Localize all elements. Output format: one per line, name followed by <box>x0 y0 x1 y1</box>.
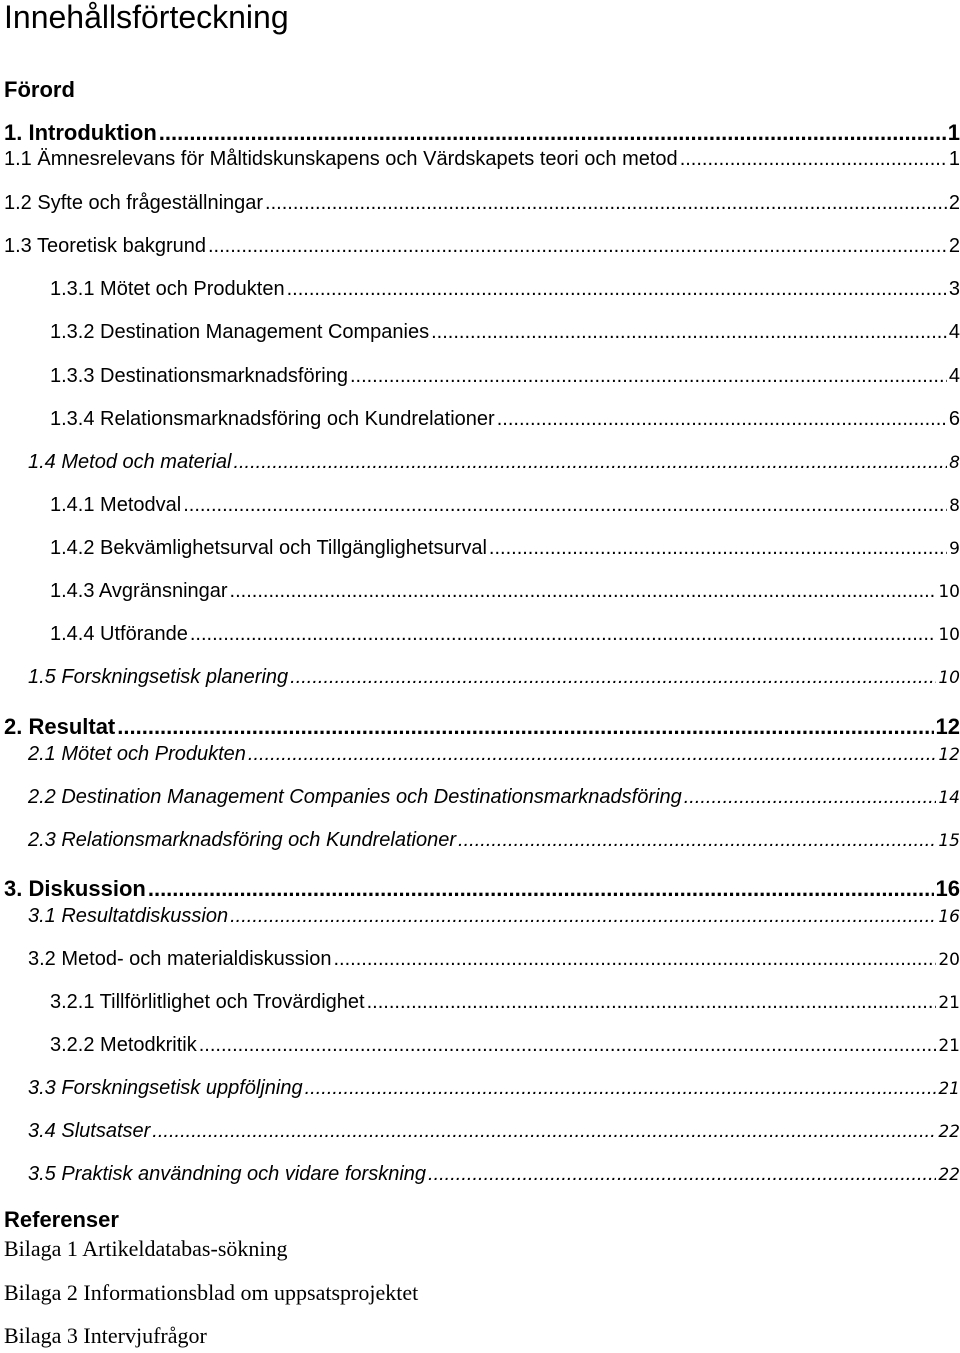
toc-entry-page: 21 <box>938 1079 960 1099</box>
toc-leader <box>208 235 947 258</box>
toc-entry-title: 3.5 Praktisk användning och vidare forskning <box>28 1163 427 1185</box>
toc-entry-page: 21 <box>938 1036 960 1056</box>
toc-entry[interactable] <box>50 623 960 646</box>
appendix-item: Bilaga 1 Artikeldatabas-sökning <box>4 1236 288 1261</box>
toc-entry[interactable] <box>4 192 960 215</box>
toc-entry[interactable] <box>28 451 960 474</box>
toc-leader <box>183 494 947 517</box>
toc-leader <box>458 829 936 852</box>
toc-entry[interactable] <box>28 905 960 928</box>
toc-entry-page: 16 <box>935 876 960 901</box>
toc-entry[interactable] <box>4 876 960 902</box>
toc-entry-title: 1.5 Forskningsetisk planering <box>28 666 289 688</box>
toc-entry-title: 2. Resultat <box>4 714 116 739</box>
toc-entry-title: 1.3.3 Destinationsmarknadsföring <box>50 365 348 387</box>
toc-entry-title: 1.3.2 Destination Management Companies <box>50 321 430 343</box>
toc-leader <box>159 120 946 146</box>
toc-leader <box>265 192 947 215</box>
toc-entry-page: 3 <box>948 278 960 300</box>
toc-entry-title: 3.2.2 Metodkritik <box>50 1034 197 1056</box>
toc-entry[interactable] <box>4 148 960 171</box>
toc-entry-title: 1.4.3 Avgränsningar <box>50 580 228 602</box>
toc-entry[interactable] <box>50 321 960 344</box>
toc-entry-page: 20 <box>938 950 960 970</box>
toc-entry-page: 12 <box>935 714 960 739</box>
toc-entry-title: 2.2 Destination Management Companies och Destinationsmarknadsföring <box>28 786 682 808</box>
toc-entry-page: 2 <box>948 235 960 257</box>
toc-entry[interactable] <box>4 120 960 146</box>
toc-entry[interactable] <box>50 278 960 301</box>
toc-leader <box>230 580 937 603</box>
toc-entry-page: 16 <box>938 907 960 927</box>
toc-entry[interactable] <box>4 714 960 740</box>
toc-leader <box>680 148 947 171</box>
toc-entry-title: 1.3 Teoretisk bakgrund <box>4 235 206 257</box>
toc-entry[interactable] <box>50 408 960 431</box>
toc-entry-page: 22 <box>938 1165 960 1185</box>
toc-entry-title: 3.1 Resultatdiskussion <box>28 905 229 927</box>
toc-entry-title: 1.4.4 Utförande <box>50 623 188 645</box>
toc-entry-title: 3.2 Metod- och materialdiskussion <box>28 948 332 970</box>
toc-leader <box>367 991 937 1014</box>
toc-entry-page: 12 <box>938 745 960 765</box>
toc-entry[interactable] <box>4 235 960 258</box>
toc-entry-page: 22 <box>938 1122 960 1142</box>
toc-entry[interactable] <box>28 948 960 971</box>
toc-entry[interactable] <box>50 1034 960 1057</box>
toc-entry-page: 9 <box>949 539 960 559</box>
toc-entry-page: 10 <box>938 582 960 602</box>
toc-entry-title: 1.3.4 Relationsmarknadsföring och Kundrelationer <box>50 408 495 430</box>
toc-entry-title: 1. Introduktion <box>4 120 157 145</box>
toc-entry[interactable] <box>28 1163 960 1186</box>
toc-leader <box>190 623 936 646</box>
toc-entry[interactable] <box>28 1077 960 1100</box>
toc-leader <box>489 537 947 560</box>
foreword-heading: Förord <box>4 77 75 102</box>
toc-leader <box>290 666 936 689</box>
toc-entry-title: 1.4.1 Metodval <box>50 494 182 516</box>
page-title: Innehållsförteckning <box>4 0 289 35</box>
toc-entry-page: 6 <box>948 408 960 430</box>
toc-entry-page: 14 <box>938 788 960 808</box>
toc-entry-title: 1.4 Metod och material <box>28 451 232 473</box>
toc-leader <box>233 451 947 474</box>
toc-entry-page: 10 <box>938 668 960 688</box>
toc-entry-title: 3. Diskussion <box>4 876 146 901</box>
toc-entry[interactable] <box>28 786 960 809</box>
toc-entry-page: 8 <box>949 496 960 516</box>
toc-leader <box>117 714 933 740</box>
toc-entry-page: 2 <box>948 192 960 214</box>
toc-entry-title: 3.4 Slutsatser <box>28 1120 151 1142</box>
toc-entry-title: 2.3 Relationsmarknadsföring och Kundrelationer <box>28 829 457 851</box>
toc-entry[interactable] <box>50 494 960 517</box>
toc-leader <box>248 743 936 766</box>
toc-entry-title: 2.1 Mötet och Produkten <box>28 743 246 765</box>
toc-entry[interactable] <box>50 365 960 388</box>
toc-entry-title: 1.1 Ämnesrelevans för Måltidskunskapens och Värdskapets teori och metod <box>4 148 678 170</box>
toc-entry-page: 10 <box>938 625 960 645</box>
toc-entry-title: 3.2.1 Tillförlitlighet och Trovärdighet <box>50 991 365 1013</box>
toc-entry-page: 15 <box>938 831 960 851</box>
appendix-item: Bilaga 3 Intervjufrågor <box>4 1323 207 1348</box>
toc-leader <box>684 786 937 809</box>
toc-leader <box>431 321 947 344</box>
toc-entry-page: 1 <box>948 148 960 170</box>
toc-entry-title: 1.2 Syfte och frågeställningar <box>4 192 264 214</box>
toc-leader <box>350 365 947 388</box>
toc-entry-title: 1.3.1 Mötet och Produkten <box>50 278 285 300</box>
toc-entry[interactable] <box>28 829 960 852</box>
toc-entry[interactable] <box>28 1120 960 1143</box>
appendix-item: Bilaga 2 Informationsblad om uppsatsprojektet <box>4 1280 419 1305</box>
toc-leader <box>152 1120 936 1143</box>
toc-entry-page: 4 <box>948 321 960 343</box>
toc-entry-page: 1 <box>947 120 960 145</box>
toc-leader <box>333 948 936 971</box>
references-heading: Referenser <box>4 1207 119 1232</box>
toc-entry-page: 4 <box>948 365 960 387</box>
toc-entry-title: 3.3 Forskningsetisk uppföljning <box>28 1077 303 1099</box>
toc-leader <box>428 1163 936 1186</box>
toc-entry[interactable] <box>28 666 960 689</box>
toc-leader <box>287 278 947 301</box>
toc-leader <box>230 905 936 928</box>
toc-leader <box>148 876 934 902</box>
toc-entry[interactable] <box>28 743 960 766</box>
toc-entry[interactable] <box>50 580 960 603</box>
toc-entry-title: 1.4.2 Bekvämlighetsurval och Tillgänglighetsurval <box>50 537 487 559</box>
toc-entry[interactable] <box>50 537 960 560</box>
toc-leader <box>305 1077 937 1100</box>
toc-leader <box>497 408 947 431</box>
toc-entry[interactable] <box>50 991 960 1014</box>
toc-leader <box>199 1034 937 1057</box>
toc-entry-page: 8 <box>949 453 960 473</box>
toc-entry-page: 21 <box>938 993 960 1013</box>
